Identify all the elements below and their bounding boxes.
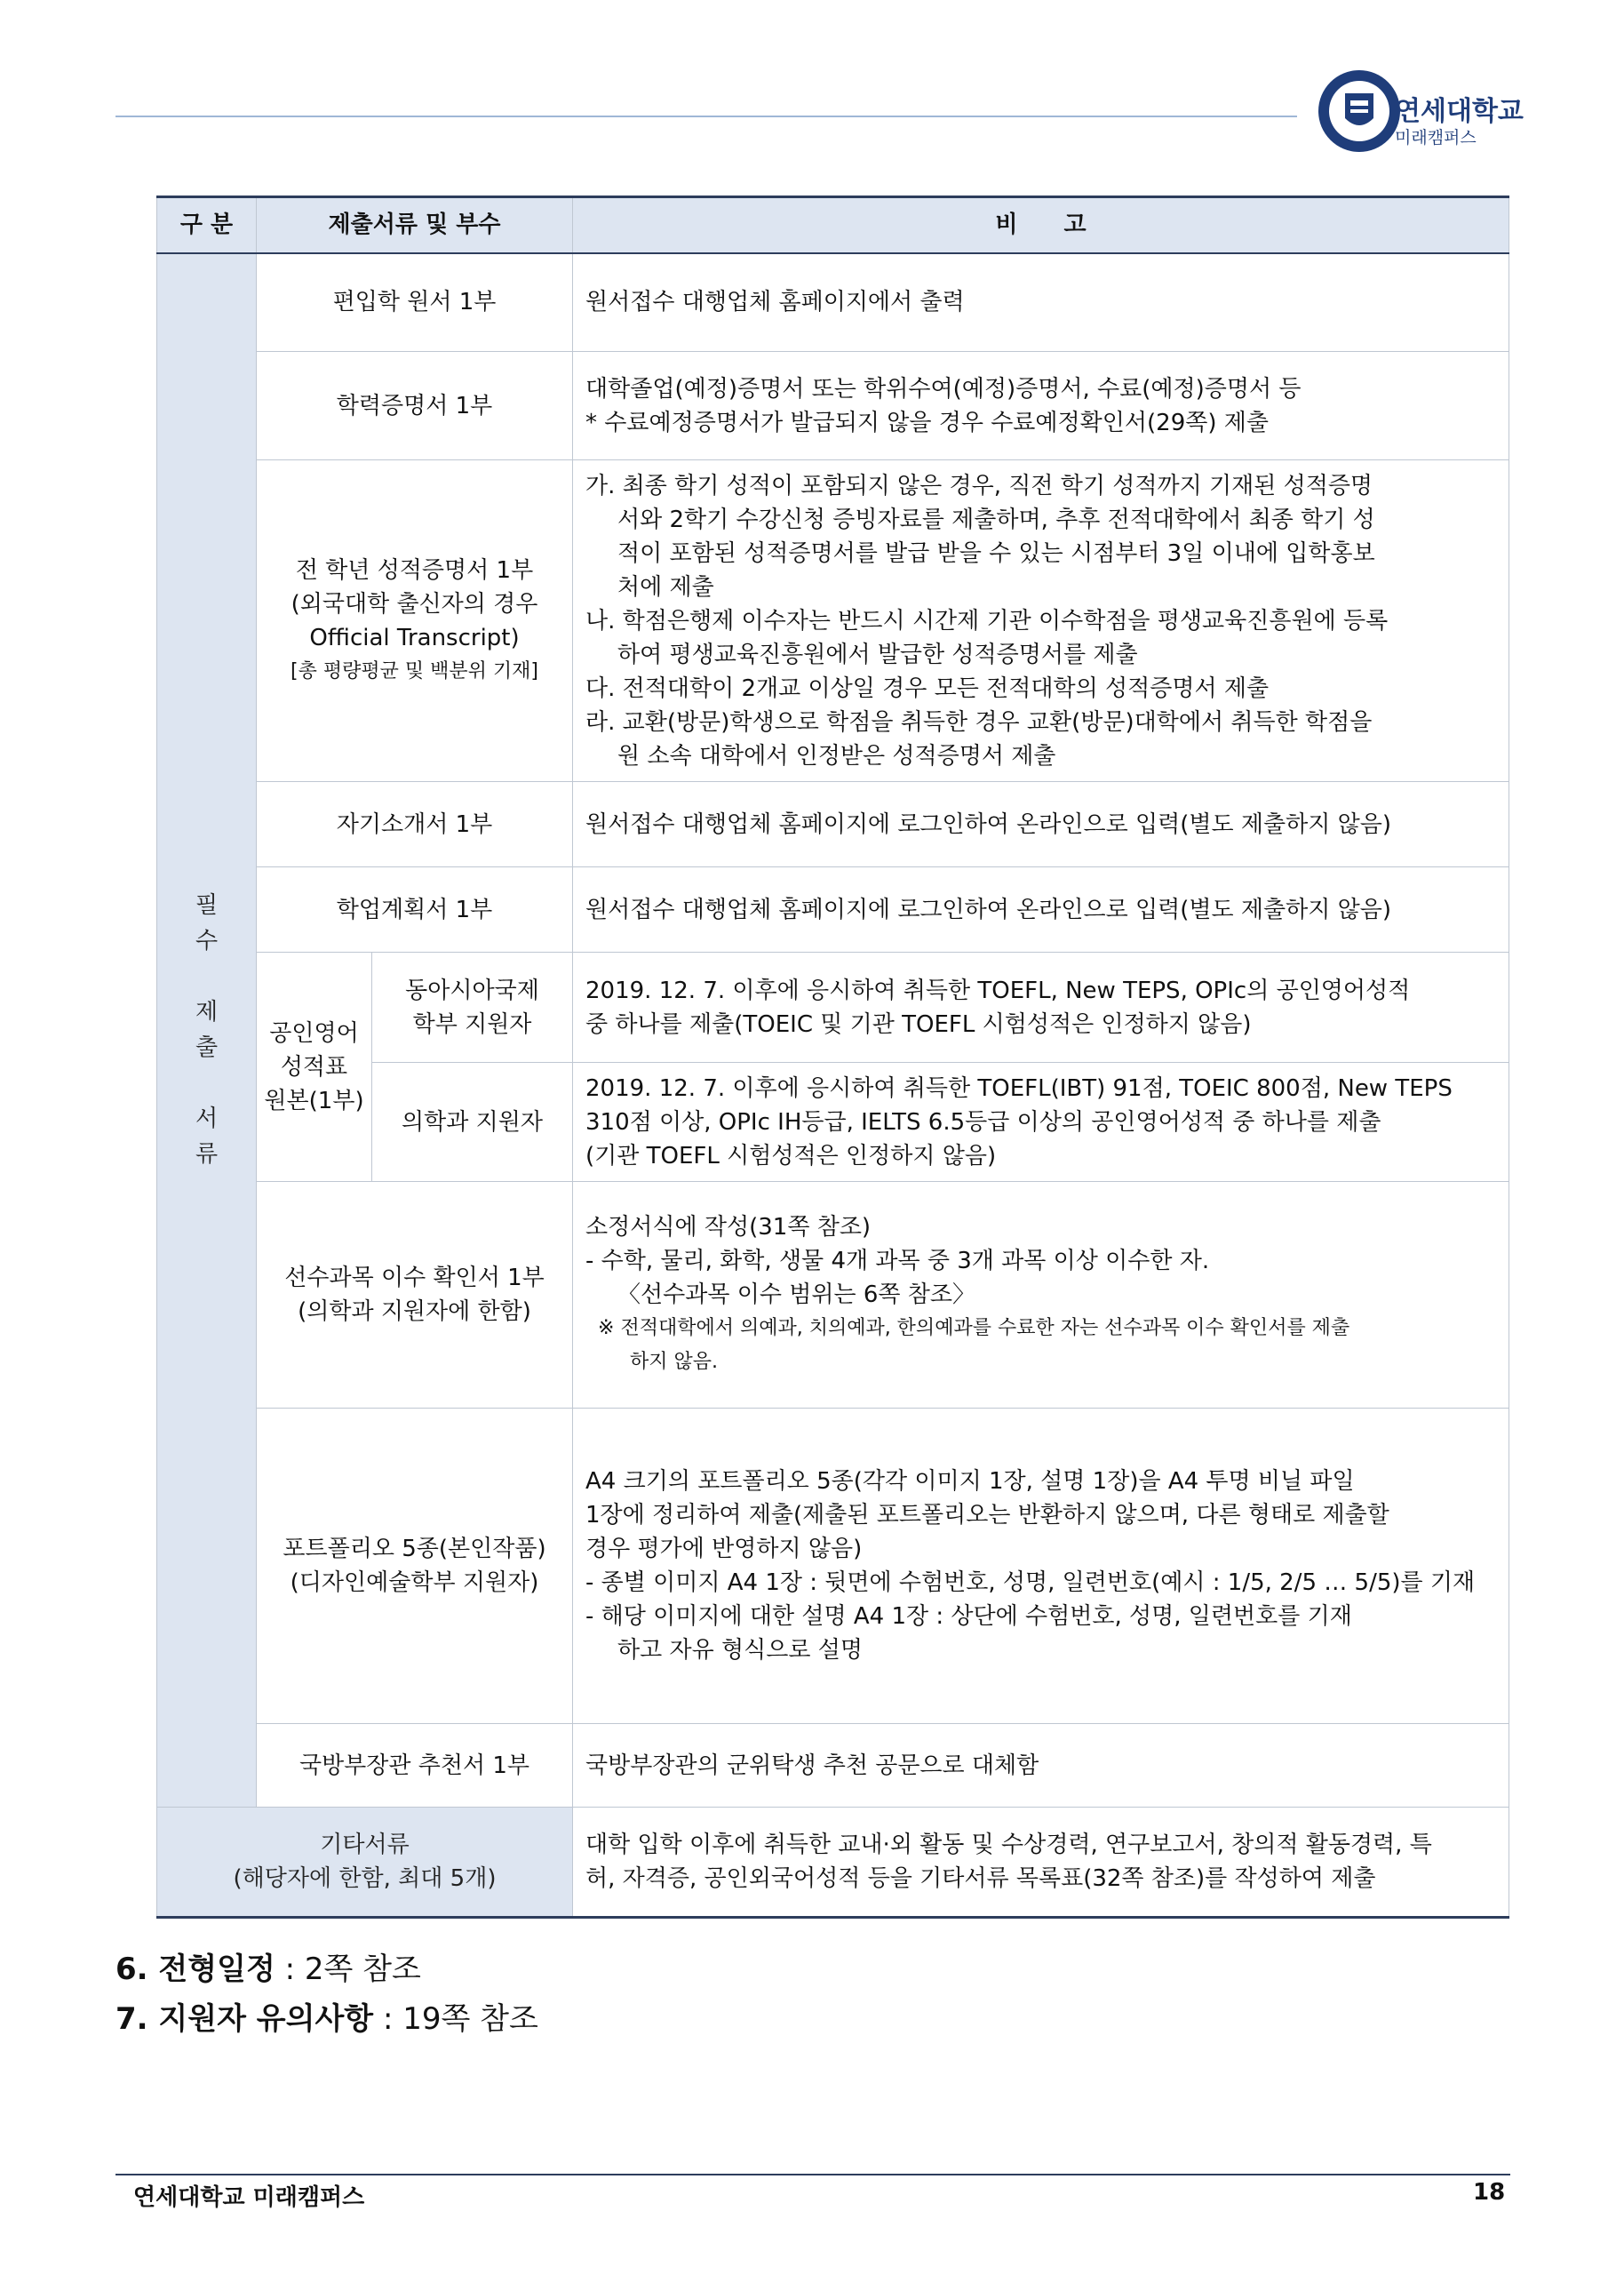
- doc-portfolio: 포트폴리오 5종(본인작품) (디자인예술학부 지원자): [257, 1409, 573, 1724]
- note-study-plan: 원서접수 대행업체 홈페이지에 로그인하여 온라인으로 입력(별도 제출하지 않음): [573, 867, 1509, 953]
- note-other-documents: 대학 입학 이후에 취득한 교내·외 활동 및 수상경력, 연구보고서, 창의적 활동경력, 특 허, 자격증, 공인외국어성적 등을 기타서류 목록표(32쪽 참조)를 작성하여 제출: [573, 1808, 1509, 1918]
- category-other-documents: 기타서류 (해당자에 한함, 최대 5개): [157, 1808, 573, 1918]
- doc-study-plan: 학업계획서 1부: [257, 867, 573, 953]
- brand-name: 연세대학교: [1395, 96, 1524, 127]
- section-applicant-notes: 7. 지원자 유의사항 : 19쪽 참조: [115, 2001, 538, 2037]
- col-header-category: 구 분: [157, 197, 257, 253]
- doc-self-introduction: 자기소개서 1부: [257, 782, 573, 867]
- note-english-east-asia: 2019. 12. 7. 이후에 응시하여 취득한 TOEFL, New TEPS, OPIc의 공인영어성적 중 하나를 제출(TOEIC 및 기관 TOEFL 시험성적은 인정하지 않음): [573, 953, 1509, 1063]
- university-seal-icon: [1315, 67, 1404, 156]
- note-application-form: 원서접수 대행업체 홈페이지에서 출력: [573, 253, 1509, 352]
- doc-prerequisite: 선수과목 이수 확인서 1부 (의학과 지원자에 한함): [257, 1182, 573, 1409]
- doc-english-score: 공인영어 성적표 원본(1부): [257, 953, 372, 1182]
- note-english-medicine: 2019. 12. 7. 이후에 응시하여 취득한 TOEFL(IBT) 91점, TOEIC 800점, New TEPS 310점 이상, OPIc IH등급, IELTS 6.5등급 이상의 공인영어성적 중 하나를 제출 (기관 TOEFL 시험성적은 인정하지 않음): [573, 1063, 1509, 1182]
- doc-degree-certificate: 학력증명서 1부: [257, 352, 573, 460]
- note-defense-recommendation: 국방부장관의 군위탁생 추천 공문으로 대체함: [573, 1724, 1509, 1808]
- footer-rule: [115, 2174, 1510, 2175]
- col-header-documents: 제출서류 및 부수: [257, 197, 573, 253]
- table-row: [157, 867, 1509, 953]
- section-schedule: 6. 전형일정 : 2쪽 참조: [115, 1952, 421, 1987]
- note-transcript: 가. 최종 학기 성적이 포함되지 않은 경우, 직전 학기 성적까지 기재된 성적증명 서와 2학기 수강신청 증빙자료를 제출하며, 추후 전적대학에서 최종 학기 성 적이 포함된 성적증명서를 발급 받을 수 있는 시점부터 3일 이내에 입학홍보 처에 제출 나. 학점은행제 이수자는 반드시 시간제 기관 이수학점을 평생교육진흥원에 등록 하여 평생교육진흥원에서 발급한 성적증명서를 제출 다. 전적대학이 2개교 이상일 경우 모든 전적대학의 성적증명서 제출 라. 교환(방문)학생으로 학점을 취득한 경우 교환(방문)대학에서 취득한 학점을 원 소속 대학에서 인정받은 성적증명서 제출: [573, 460, 1509, 782]
- note-prerequisite: 소정서식에 작성(31쪽 참조) - 수학, 물리, 화학, 생물 4개 과목 중 3개 과목 이상 이수한 자. 〈선수과목 이수 범위는 6쪽 참조〉 ※ 전적대학에서 의예과, 치의예과, 한의예과를 수료한 자는 선수과목 이수 확인서를 제출 하지 않음.: [573, 1182, 1509, 1409]
- brand-campus: 미래캠퍼스: [1395, 128, 1477, 148]
- doc-transcript: 전 학년 성적증명서 1부 (외국대학 출신자의 경우 Official Transcript) [총 평량평균 및 백분위 기재]: [257, 460, 573, 782]
- table-row: [157, 352, 1509, 460]
- col-header-remarks: 비 고: [573, 197, 1509, 253]
- table-row: [157, 1724, 1509, 1808]
- table-header-row: [157, 197, 1509, 253]
- category-required: [157, 253, 257, 1808]
- table-row: [157, 253, 1509, 352]
- table-row: [157, 782, 1509, 867]
- footer-university: 연세대학교 미래캠퍼스: [133, 2184, 365, 2211]
- documents-table: [156, 196, 1509, 1919]
- doc-english-east-asia: 동아시아국제 학부 지원자: [372, 953, 573, 1063]
- doc-application-form: 편입학 원서 1부: [257, 253, 573, 352]
- doc-english-medicine: 의학과 지원자: [372, 1063, 573, 1182]
- table-row: [157, 953, 1509, 1063]
- page-number: 18: [1473, 2179, 1506, 2206]
- note-portfolio: A4 크기의 포트폴리오 5종(각각 이미지 1장, 설명 1장)을 A4 투명 비닐 파일 1장에 정리하여 제출(제출된 포트폴리오는 반환하지 않으며, 다른 형태로 제출할 경우 평가에 반영하지 않음) - 종별 이미지 A4 1장 : 뒷면에 수험번호, 성명, 일련번호(예시 : 1/5, 2/5 … 5/5)를 기재 - 해당 이미지에 대한 설명 A4 1장 : 상단에 수험번호, 성명, 일련번호를 기재 하고 자유 형식으로 설명: [573, 1409, 1509, 1724]
- table-row: [157, 460, 1509, 782]
- table-row: [157, 1182, 1509, 1409]
- header-rule: [115, 116, 1297, 117]
- note-degree-certificate: 대학졸업(예정)증명서 또는 학위수여(예정)증명서, 수료(예정)증명서 등 * 수료예정증명서가 발급되지 않을 경우 수료예정확인서(29쪽) 제출: [573, 352, 1509, 460]
- table-row: [157, 1409, 1509, 1724]
- note-self-introduction: 원서접수 대행업체 홈페이지에 로그인하여 온라인으로 입력(별도 제출하지 않음): [573, 782, 1509, 867]
- doc-defense-recommendation: 국방부장관 추천서 1부: [257, 1724, 573, 1808]
- table-row: [157, 1808, 1509, 1918]
- category-required-label: 필 수 제 출 서 류: [195, 892, 219, 1169]
